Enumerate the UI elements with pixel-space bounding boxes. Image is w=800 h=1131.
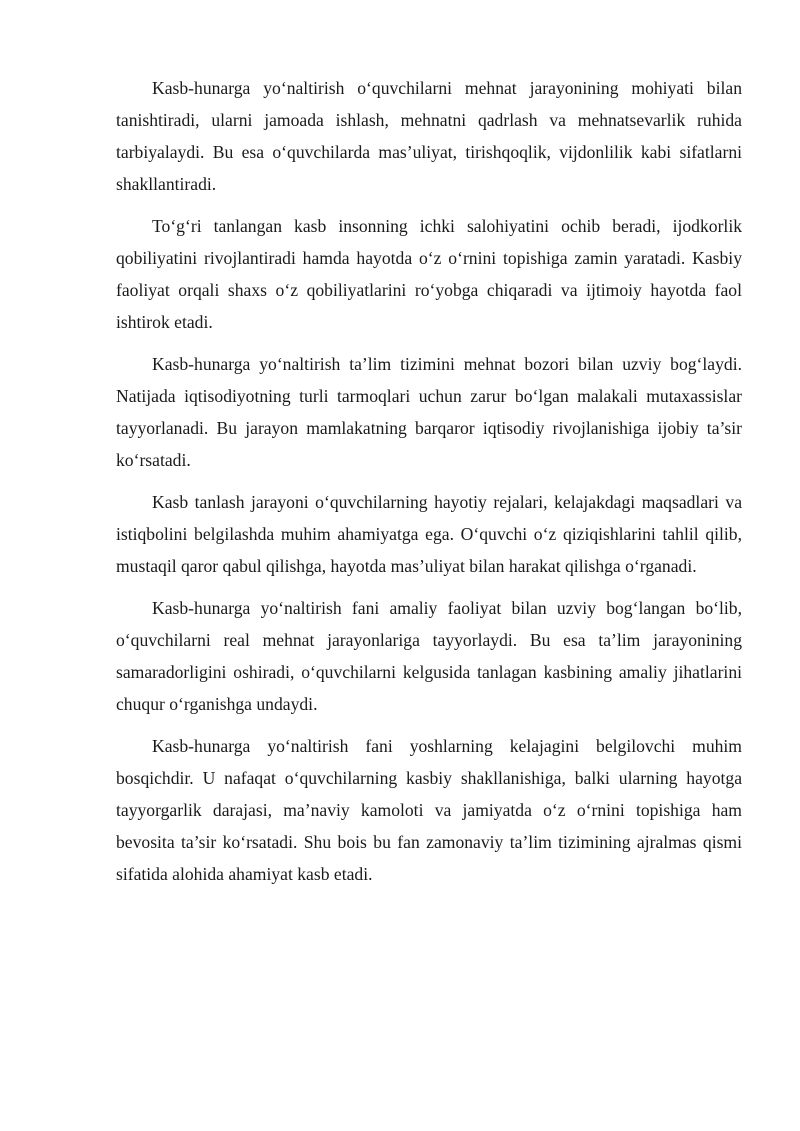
document-body [116,72,742,900]
paragraph-3: Kasb-hunarga yo‘naltirish ta’lim tizimini mehnat bozori bilan uzviy bog‘laydi. Natijada iqtisodiyotning turli tarmoqlari uchun zarur bo‘lgan malakali mutaxassislar tayyorlanadi. Bu jarayon mamlakatning barqaror iqtisodiy rivojlanishiga ijobiy ta’sir ko‘rsatadi. [116,354,742,470]
paragraph-5: Kasb-hunarga yo‘naltirish fani amaliy faoliyat bilan uzviy bog‘langan bo‘lib, o‘quvchilarni real mehnat jarayonlariga tayyorlaydi. Bu esa ta’lim jarayonining samaradorligini oshiradi, o‘quvchilarni kelgusida tanlagan kasbining amaliy jihatlarini chuqur o‘rganishga undaydi. [116,598,742,714]
paragraph-2: To‘g‘ri tanlangan kasb insonning ichki salohiyatini ochib beradi, ijodkorlik qobiliyatini rivojlantiradi hamda hayotda o‘z o‘rnini topishiga zamin yaratadi. Kasbiy faoliyat orqali shaxs o‘z qobiliyatlarini ro‘yobga chiqaradi va ijtimoiy hayotda faol ishtirok etadi. [116,216,742,332]
paragraph-4: Kasb tanlash jarayoni o‘quvchilarning hayotiy rejalari, kelajakdagi maqsadlari va istiqbolini belgilashda muhim ahamiyatga ega. O‘quvchi o‘z qiziqishlarini tahlil qilib, mustaqil qaror qabul qilishga, hayotda mas’uliyat bilan harakat qilishga o‘rganadi. [116,492,742,576]
paragraph-1: Kasb-hunarga yo‘naltirish o‘quvchilarni mehnat jarayonining mohiyati bilan tanishtiradi, ularni jamoada ishlash, mehnatni qadrlash va mehnatsevarlik ruhida tarbiyalaydi. Bu esa o‘quvchilarda mas’uliyat, tirishqoqlik, vijdonlilik kabi sifatlarni shakllantiradi. [116,78,742,194]
paragraph-6: Kasb-hunarga yo‘naltirish fani yoshlarning kelajagini belgilovchi muhim bosqichdir. U nafaqat o‘quvchilarning kasbiy shakllanishiga, balki ularning hayotga tayyorgarlik darajasi, ma’naviy kamoloti va jamiyatda o‘z o‘rnini topishiga ham bevosita ta’sir ko‘rsatadi. Shu bois bu fan zamonaviy ta’lim tizimining ajralmas qismi sifatida alohida ahamiyat kasb etadi. [116,736,742,884]
